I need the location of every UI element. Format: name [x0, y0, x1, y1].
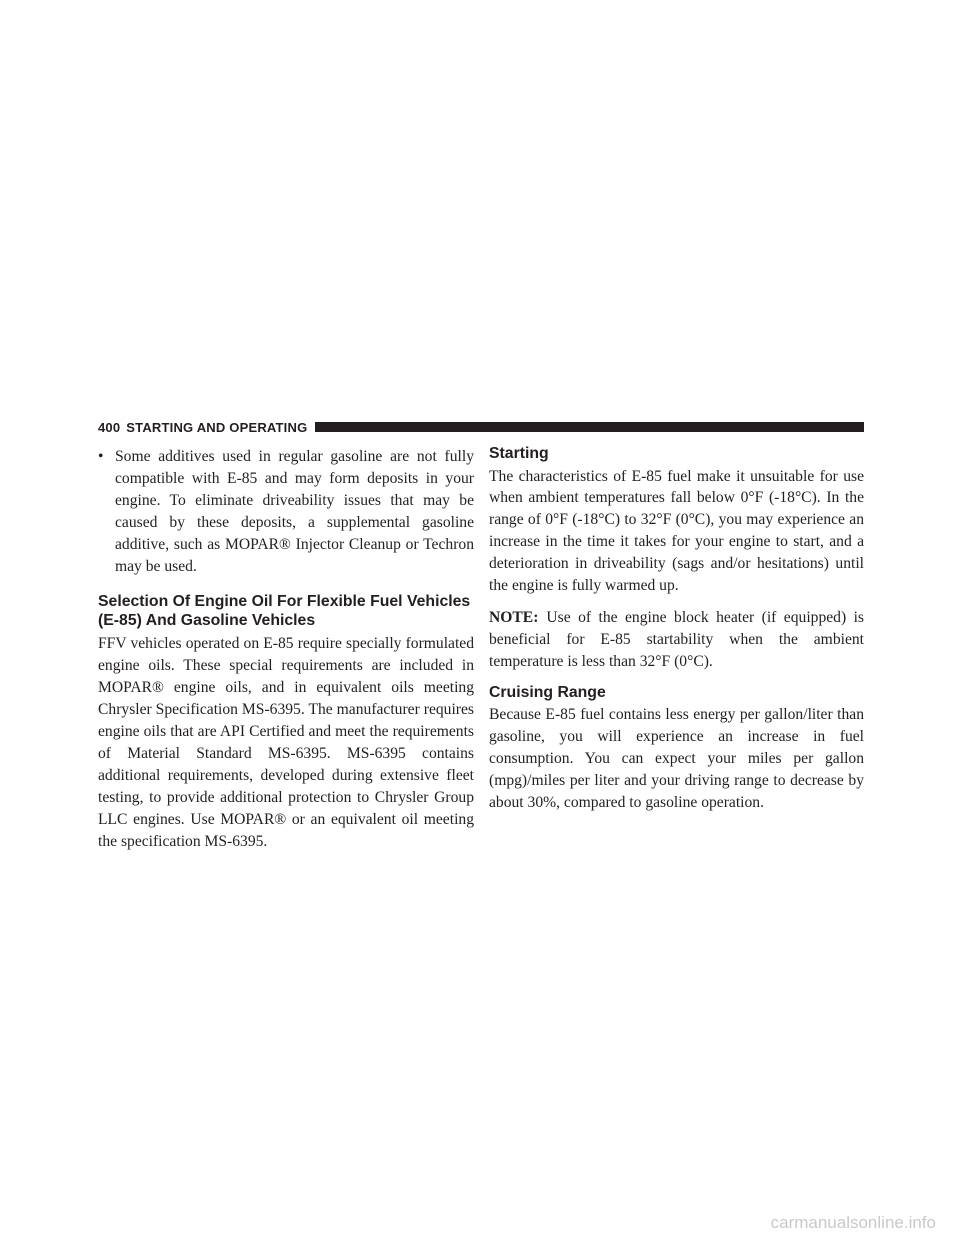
- page-number: 400: [98, 419, 121, 435]
- starting-paragraph: The characteristics of E-85 fuel make it unsuitable for use when ambient temperatures fall below 0°F (-18°C). In the range of 0°F (-18°C) to 32°F (0°C), you may experience an increase in the time it takes for your engine to start, and a deterioration in driveability (sags and/or hesitations) until the engine is fully warmed up.: [489, 467, 864, 595]
- left-column: [98, 446, 474, 853]
- note-text: Use of the engine block heater (if equipped) is beneficial for E-85 startability when the ambient temperature is less than 32°F (0°C).: [489, 608, 864, 670]
- section-title: STARTING AND OPERATING: [126, 419, 308, 435]
- cruising-range-paragraph: Because E-85 fuel contains less energy per gallon/liter than gasoline, you will experience an increase in fuel consumption. You can expect your miles per gallon (mpg)/miles per liter and your driving range to decrease by about 30%, compared to gasoline operation.: [489, 706, 864, 811]
- bullet-text: Some additives used in regular gasoline are not fully compatible with E-85 and may form deposits in your engine. To eliminate driveability issues that may be caused by these deposits, a supplemental gasoline additive, such as MOPAR® Injector Cleanup or Techron may be used.: [115, 448, 474, 575]
- engine-oil-paragraph: FFV vehicles operated on E-85 require specially formulated engine oils. These special requirements are included in MOPAR® engine oils, and in equivalent oils meeting Chrysler Specification MS-6395. The manufacturer requires engine oils that are API Certified and meet the requirements of Material Standard MS-6395. MS-6395 contains additional requirements, developed during extensive fleet testing, to provide additional protection to Chrysler Group LLC engines. Use MOPAR® or an equivalent oil meeting the specification MS-6395.: [98, 635, 474, 850]
- note-label: NOTE:: [489, 608, 539, 626]
- header-rule: [315, 422, 864, 432]
- site-watermark: carmanualsonline.info: [770, 1213, 936, 1232]
- note-paragraph: [489, 607, 864, 673]
- bullet-item: [98, 446, 474, 577]
- starting-heading: Starting: [489, 445, 549, 462]
- bullet-icon: •: [98, 448, 104, 465]
- engine-oil-heading: Selection Of Engine Oil For Flexible Fuel Vehicles (E-85) And Gasoline Vehicles: [98, 593, 471, 629]
- right-column: [489, 445, 864, 814]
- page-header: [98, 419, 864, 435]
- cruising-range-heading: Cruising Range: [489, 683, 606, 701]
- header-text: [98, 420, 307, 435]
